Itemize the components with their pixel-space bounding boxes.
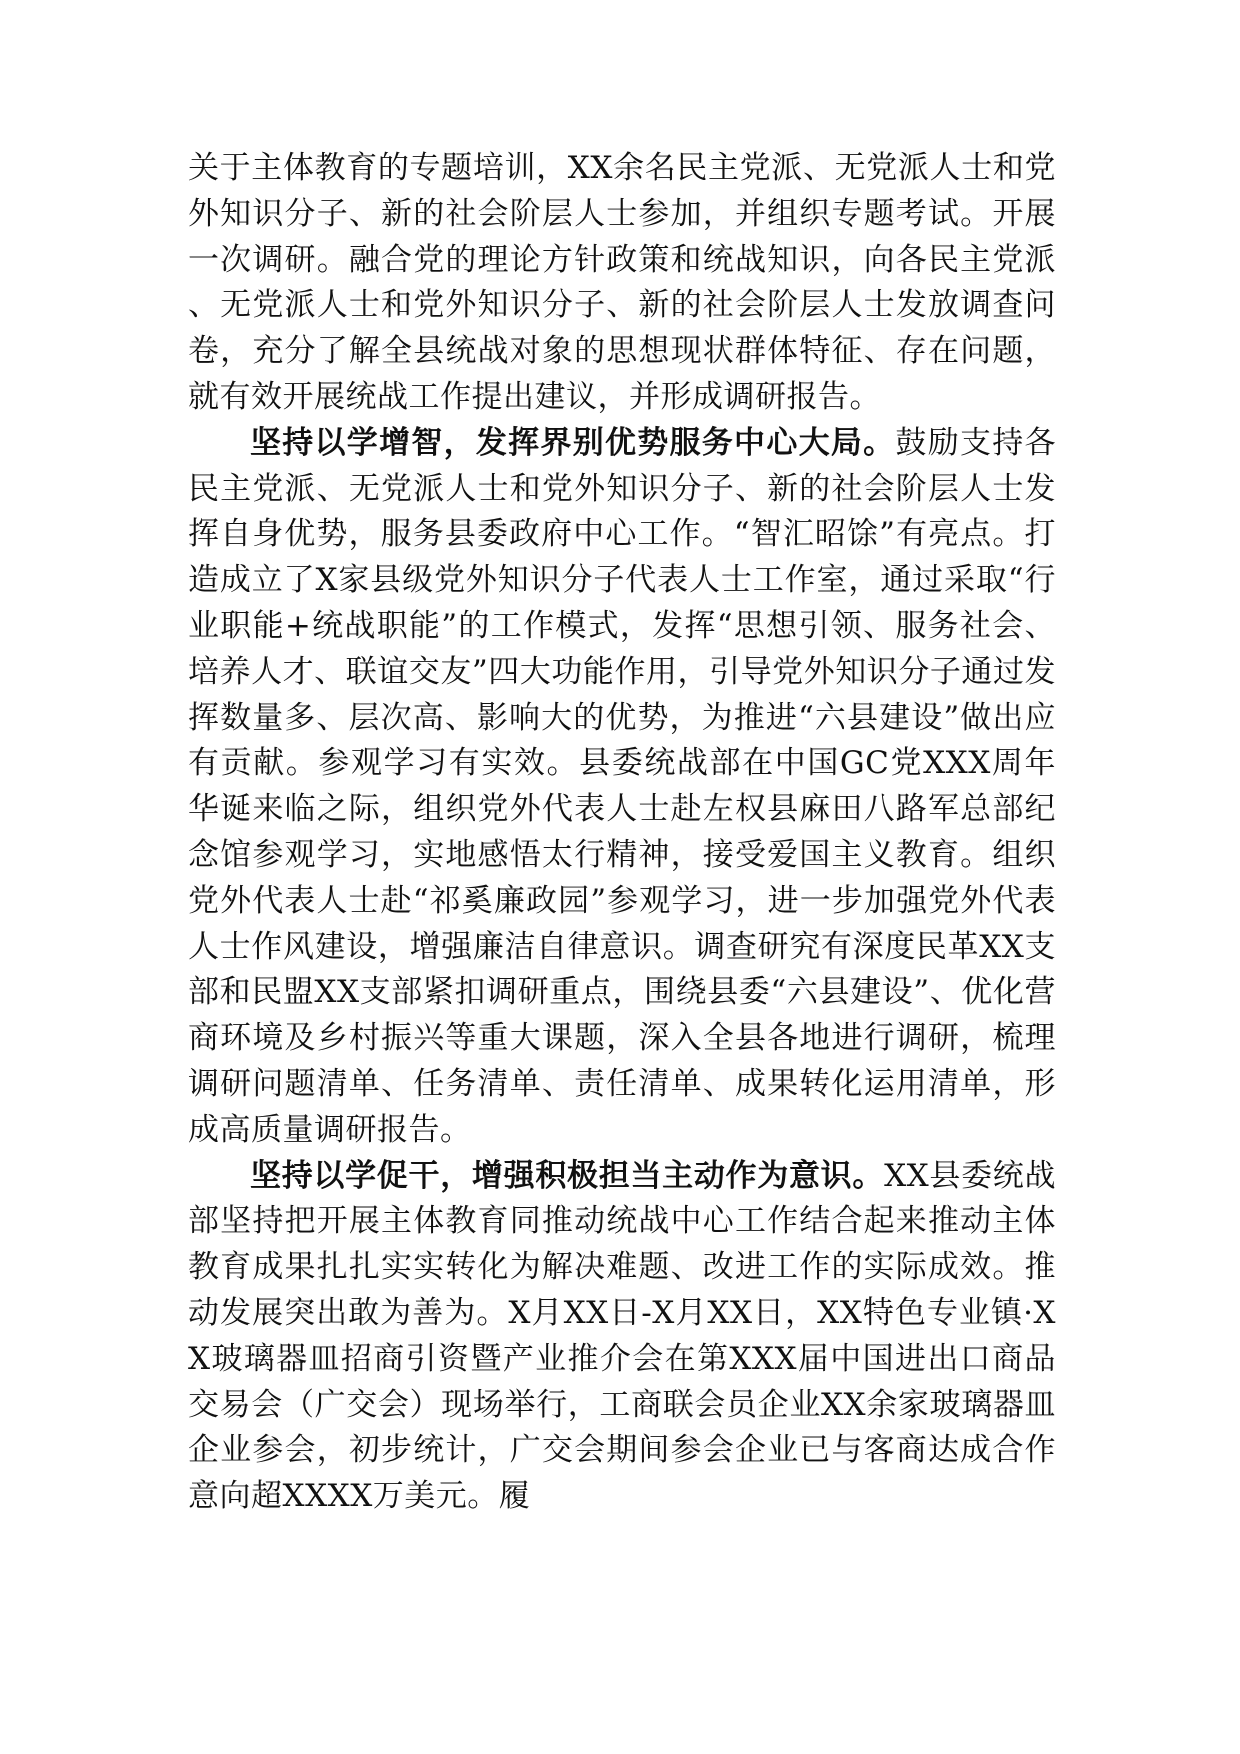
paragraph-3-heading: 坚持以学促干，增强积极担当主动作为意识。 (250, 1157, 885, 1194)
document-body (188, 146, 1056, 1520)
paragraph-2-text: 鼓励支持各民主党派、无党派人士和党外知识分子、新的社会阶层人士发挥自身优势，服务县委政府中心工作。“智汇昭馀”有亮点。打造成立了X家县级党外知识分子代表人士工作室，通过采取“行业职能+统战职能”的工作模式，发挥“思想引领、服务社会、培养人才、联谊交友”四大功能作用，引导党外知识分子通过发挥数量多、层次高、影响大的优势，为推进“六县建设”做出应有贡献。参观学习有实效。县委统战部在中国GC党XXX周年华诞来临之际，组织党外代表人士赴左权县麻田八路军总部纪念馆参观学习，实地感悟太行精神，接受爱国主义教育。组织党外代表人士赴“祁奚廉政园”参观学习，进一步加强党外代表人士作风建设，增强廉洁自律意识。调查研究有深度民革XX支部和民盟XX支部紧扣调研重点，围绕县委“六县建设”、优化营商环境及乡村振兴等重大课题，深入全县各地进行调研，梳理调研问题清单、任务清单、责任清单、成果转化运用清单，形成高质量调研报告。 (188, 424, 1057, 1148)
paragraph-3 (188, 1154, 1056, 1520)
paragraph-1 (188, 146, 1056, 421)
paragraph-2-heading: 坚持以学增智，发挥界别优势服务中心大局。 (250, 424, 896, 461)
paragraph-2 (188, 421, 1056, 1154)
paragraph-1-text: 关于主体教育的专题培训，XX余名民主党派、无党派人士和党外知识分子、新的社会阶层人士参加，并组织专题考试。开展一次调研。融合党的理论方针政策和统战知识，向各民主党派、无党派人士和党外知识分子、新的社会阶层人士发放调查问卷，充分了解全县统战对象的思想现状群体特征、存在问题，就有效开展统战工作提出建议，并形成调研报告。 (188, 150, 1056, 415)
paragraph-3-text: XX县委统战部坚持把开展主体教育同推动统战中心工作结合起来推动主体教育成果扎扎实实转化为解决难题、改进工作的实际成效。推动发展突出敢为善为。X月XX日-X月XX日，XX特色专业镇·XX玻璃器皿招商引资暨产业推介会在第XXX届中国进出口商品交易会（广交会）现场举行，工商联会员企业XX余家玻璃器皿企业参会，初步统计，广交会期间参会企业已与客商达成合作意向超XXXX万美元。履 (188, 1157, 1057, 1515)
